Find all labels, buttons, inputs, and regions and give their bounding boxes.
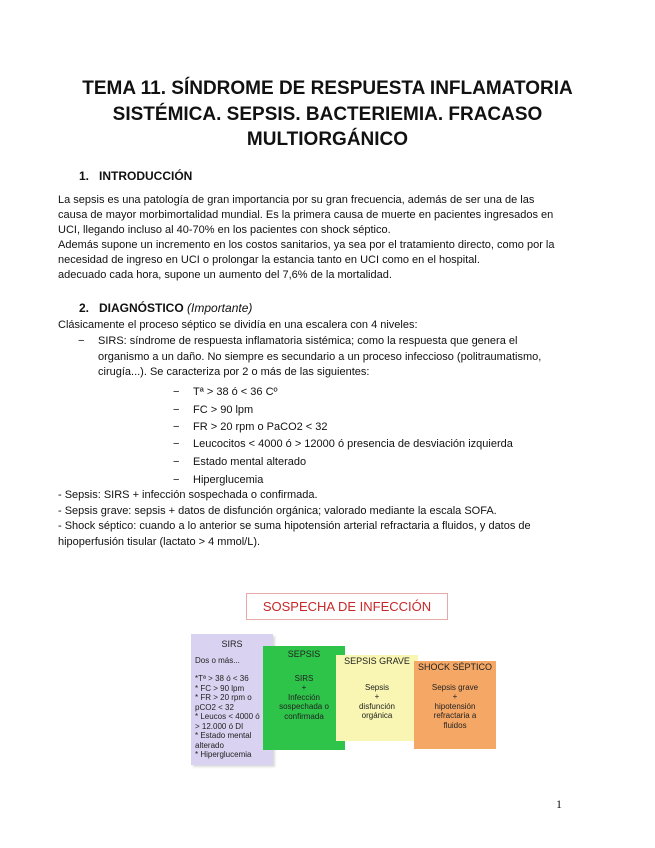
- sirs-line: organismo a un daño. No siempre es secundario a un proceso infeccioso (politraumatismo,: [98, 350, 542, 363]
- criteria-item: [173, 420, 328, 435]
- box-line: orgánica: [361, 711, 393, 720]
- box-line: confirmada: [284, 711, 324, 721]
- diagnostic-intro-line: Clásicamente el proceso séptico se dividía en una escalera con 4 niveles:: [58, 319, 418, 331]
- sirs-box: [191, 634, 273, 765]
- sepsis-box: [263, 646, 345, 750]
- section-title: DIAGNÓSTICO: [99, 301, 184, 315]
- intro-line: adecuado cada hora, supone un aumento del 7,6% de la mortalidad.: [58, 269, 392, 281]
- box-line: +: [301, 683, 307, 692]
- definition-line: - Sepsis grave: sepsis + datos de disfunción orgánica; valorado mediante la escala SOFA.: [58, 504, 497, 517]
- sepsis-grave-box: [336, 655, 418, 741]
- criteria-item: [173, 403, 253, 418]
- intro-line: necesidad de ingreso en UCI o prolongar la estancia tanto en UCI como en el hospital.: [58, 254, 480, 266]
- section-heading-introduccion: [79, 169, 192, 184]
- box-header: SHOCK SÉPTICO: [418, 662, 493, 672]
- dash-bullet: −: [173, 404, 180, 416]
- box-line: Infección: [287, 692, 321, 702]
- dash-bullet: −: [173, 438, 180, 450]
- box-line: refractaria a: [433, 711, 477, 720]
- intro-line: UCI, llegando incluso al 40-70% en los pacientes con shock séptico.: [58, 224, 391, 236]
- box-line: * Estado mental: [195, 731, 252, 740]
- definition-line: hipoperfusión tisular (lactato > 4 mmol/L).: [58, 535, 261, 548]
- criteria-text: Hiperglucemia: [193, 474, 264, 486]
- dash-bullet: −: [173, 474, 180, 486]
- box-line: pCO2 < 32: [195, 702, 234, 712]
- intro-paragraph: [58, 193, 599, 283]
- criteria-text: Estado mental alterado: [193, 456, 307, 468]
- box-line: * FC > 90 lpm: [195, 683, 245, 693]
- box-body: [340, 683, 414, 721]
- title-line-2: SISTÉMICA. SEPSIS. BACTERIEMIA. FRACASO: [112, 103, 543, 125]
- intro-line: Además supone un incremento en los costos sanitarios, ya sea por el tratamiento directo, como por la: [58, 239, 555, 251]
- section-number: 2.: [79, 301, 90, 315]
- dash-bullet: −: [173, 386, 180, 398]
- box-line: +: [374, 692, 380, 701]
- box-header: SEPSIS: [287, 649, 321, 659]
- box-body: [267, 674, 341, 722]
- title-line-1: TEMA 11. SÍNDROME DE RESPUESTA INFLAMATORIA: [82, 78, 573, 99]
- title-line-3: MULTIORGÁNICO: [246, 129, 409, 150]
- criteria-item: [173, 455, 306, 470]
- box-header: SIRS: [221, 639, 243, 649]
- criteria-item: [173, 385, 278, 400]
- box-line: * FR > 20 rpm o: [195, 693, 252, 702]
- box-line: Sepsis: [364, 682, 389, 692]
- box-body: [418, 683, 492, 731]
- box-line: +: [452, 692, 458, 701]
- intro-line: La sepsis es una patología de gran importancia por su gran frecuencia, además de ser una de las: [58, 194, 535, 206]
- criteria-text: Leucocitos < 4000 ó > 12000 ó presencia de desviación izquierda: [193, 438, 513, 450]
- section-number: 1.: [79, 169, 90, 183]
- box-line: SIRS: [294, 673, 314, 683]
- criteria-item: [173, 437, 513, 452]
- box-line: hipotensión: [434, 701, 476, 711]
- definition-line: - Sepsis: SIRS + infección sospechada o confirmada.: [58, 489, 318, 501]
- box-line: > 12.000 ó DI: [195, 721, 244, 731]
- criteria-text: FC > 90 lpm: [193, 404, 254, 416]
- section-title: INTRODUCCIÓN: [99, 169, 193, 183]
- diagram-title: SOSPECHA DE INFECCIÓN: [246, 593, 448, 620]
- box-line: fluidos: [443, 720, 467, 730]
- box-line: [195, 665, 269, 674]
- sirs-line: SIRS: síndrome de respuesta inflamatoria sistémica; como la respuesta que genera el: [98, 335, 518, 347]
- box-header: SEPSIS GRAVE: [344, 656, 410, 666]
- box-line: alterado: [195, 740, 224, 750]
- box-line: *Tª > 38 ó < 36: [195, 674, 249, 683]
- section-heading-diagnostico: [79, 301, 252, 316]
- dash-bullet: −: [78, 335, 85, 347]
- dash-bullet: −: [173, 456, 180, 468]
- box-line: Dos o más...: [195, 655, 240, 665]
- section-note: (Importante): [187, 301, 253, 315]
- dash-bullet: −: [173, 421, 180, 433]
- definition-line: - Shock séptico: cuando a lo anterior se suma hipotensión arterial refractaria a fluidos, y datos de: [58, 520, 531, 532]
- box-line: * Leucos < 4000 ó: [195, 712, 260, 721]
- box-line: Sepsis grave: [431, 682, 479, 692]
- box-body: [195, 656, 269, 760]
- diagnostic-intro: [58, 318, 599, 333]
- box-line: * Hiperglucemia: [195, 750, 252, 759]
- criteria-text: FR > 20 rpm o PaCO2 < 32: [193, 421, 328, 433]
- sirs-line: cirugía...). Se caracteriza por 2 o más de las siguientes:: [98, 366, 370, 378]
- box-line: sospechada o: [279, 702, 329, 711]
- page-title: [60, 76, 595, 153]
- box-line: disfunción: [358, 701, 396, 711]
- sirs-item: [78, 334, 599, 381]
- shock-septico-box: [414, 661, 496, 749]
- definitions: [58, 488, 599, 550]
- intro-line: causa de mayor morbimortalidad mundial. Es la primera causa de muerte en pacientes ingresados en: [58, 209, 554, 221]
- criteria-item: [173, 473, 263, 488]
- page-number: 1: [556, 797, 562, 811]
- criteria-text: Tª > 38 ó < 36 Cº: [193, 386, 278, 398]
